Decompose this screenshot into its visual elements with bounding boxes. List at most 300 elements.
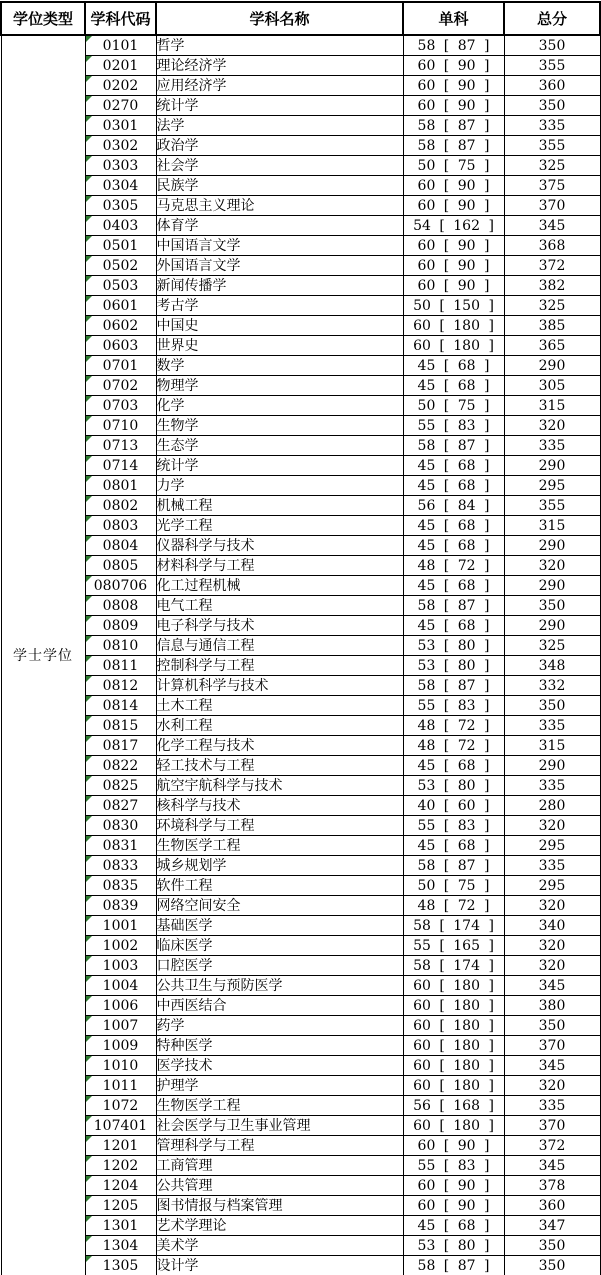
subject-code-cell[interactable] xyxy=(85,496,156,516)
table-row xyxy=(1,1236,600,1256)
single-score-cell[interactable]: 58 [ 87 ] xyxy=(403,116,504,136)
single-score-cell[interactable]: 60 [ 90 ] xyxy=(403,236,504,256)
total-score-cell[interactable]: 345 xyxy=(504,216,600,236)
subject-name-cell[interactable]: 马克思主义理论 xyxy=(156,196,403,216)
subject-name-cell[interactable]: 护理学 xyxy=(156,1076,403,1096)
subject-code-text: 0702 xyxy=(102,377,139,394)
header-total-score[interactable]: 总分 xyxy=(504,2,600,35)
total-score-cell[interactable]: 368 xyxy=(504,236,600,256)
single-score-cell[interactable]: 53 [ 80 ] xyxy=(403,1236,504,1256)
single-score-cell[interactable]: 60 [ 180 ] xyxy=(403,316,504,336)
error-indicator-icon xyxy=(86,456,92,462)
subject-name-cell[interactable]: 力学 xyxy=(156,476,403,496)
single-score-cell[interactable]: 50 [ 75 ] xyxy=(403,876,504,896)
total-score-cell[interactable]: 385 xyxy=(504,316,600,336)
single-score-cell[interactable]: 48 [ 72 ] xyxy=(403,556,504,576)
subject-code-cell[interactable] xyxy=(85,656,156,676)
subject-code-cell[interactable] xyxy=(85,476,156,496)
subject-code-cell[interactable] xyxy=(85,696,156,716)
subject-name-cell[interactable]: 化学 xyxy=(156,396,403,416)
subject-code-cell[interactable] xyxy=(85,856,156,876)
total-score-cell[interactable]: 350 xyxy=(504,1016,600,1036)
subject-code-cell[interactable] xyxy=(85,416,156,436)
total-score-cell[interactable]: 335 xyxy=(504,436,600,456)
single-score-cell[interactable]: 45 [ 68 ] xyxy=(403,356,504,376)
table-row xyxy=(1,96,600,116)
subject-code-cell[interactable] xyxy=(85,556,156,576)
table-row xyxy=(1,1196,600,1216)
single-score-cell[interactable]: 45 [ 68 ] xyxy=(403,516,504,536)
single-score-cell[interactable]: 60 [ 180 ] xyxy=(403,976,504,996)
single-score-cell[interactable]: 58 [ 87 ] xyxy=(403,676,504,696)
subject-code-cell[interactable] xyxy=(85,436,156,456)
subject-name-cell[interactable]: 政治学 xyxy=(156,136,403,156)
subject-code-text: 1001 xyxy=(102,917,139,934)
subject-code-cell[interactable] xyxy=(85,336,156,356)
total-score-cell[interactable]: 350 xyxy=(504,1256,600,1275)
subject-name-cell[interactable]: 新闻传播学 xyxy=(156,276,403,296)
subject-name-cell[interactable]: 化工过程机械 xyxy=(156,576,403,596)
subject-name-cell[interactable]: 体育学 xyxy=(156,216,403,236)
single-score-cell[interactable]: 58 [ 174 ] xyxy=(403,956,504,976)
subject-name-cell[interactable]: 化学工程与技术 xyxy=(156,736,403,756)
subject-code-text: 0814 xyxy=(102,697,139,714)
total-score-cell[interactable]: 370 xyxy=(504,1036,600,1056)
subject-name-cell[interactable]: 核科学与技术 xyxy=(156,796,403,816)
table-row xyxy=(1,136,600,156)
subject-name-cell[interactable]: 医学技术 xyxy=(156,1056,403,1076)
subject-code-cell[interactable] xyxy=(85,816,156,836)
total-score-cell[interactable]: 335 xyxy=(504,856,600,876)
single-score-cell[interactable]: 48 [ 72 ] xyxy=(403,736,504,756)
subject-name-cell[interactable]: 设计学 xyxy=(156,1256,403,1275)
total-score-cell[interactable]: 320 xyxy=(504,416,600,436)
subject-code-cell[interactable] xyxy=(85,35,156,56)
subject-code-cell[interactable] xyxy=(85,576,156,596)
subject-code-text: 0703 xyxy=(102,397,139,414)
single-score-cell[interactable]: 60 [ 180 ] xyxy=(403,336,504,356)
total-score-cell[interactable]: 360 xyxy=(504,76,600,96)
total-score-cell[interactable]: 378 xyxy=(504,1176,600,1196)
subject-code-cell[interactable] xyxy=(85,1116,156,1136)
single-score-cell[interactable]: 45 [ 68 ] xyxy=(403,836,504,856)
total-score-cell[interactable]: 350 xyxy=(504,35,600,56)
single-score-cell[interactable]: 60 [ 90 ] xyxy=(403,196,504,216)
subject-code-cell[interactable] xyxy=(85,1036,156,1056)
single-score-cell[interactable]: 56 [ 168 ] xyxy=(403,1096,504,1116)
total-score-cell[interactable]: 290 xyxy=(504,576,600,596)
table-row xyxy=(1,396,600,416)
single-score-cell[interactable]: 45 [ 68 ] xyxy=(403,456,504,476)
header-degree-type[interactable]: 学位类型 xyxy=(1,2,85,35)
subject-name-cell[interactable]: 中国语言文学 xyxy=(156,236,403,256)
subject-code-cell[interactable] xyxy=(85,116,156,136)
subject-code-cell[interactable] xyxy=(85,756,156,776)
subject-code-cell[interactable] xyxy=(85,1076,156,1096)
total-score-cell[interactable]: 290 xyxy=(504,756,600,776)
error-indicator-icon xyxy=(86,276,92,282)
total-score-cell[interactable]: 350 xyxy=(504,696,600,716)
subject-code-cell[interactable] xyxy=(85,616,156,636)
total-score-cell[interactable]: 332 xyxy=(504,676,600,696)
single-score-cell[interactable]: 58 [ 87 ] xyxy=(403,1256,504,1275)
subject-name-cell[interactable]: 电子科学与技术 xyxy=(156,616,403,636)
total-score-cell[interactable]: 382 xyxy=(504,276,600,296)
single-score-cell[interactable]: 55 [ 83 ] xyxy=(403,416,504,436)
table-row xyxy=(1,356,600,376)
single-score-cell[interactable]: 60 [ 90 ] xyxy=(403,176,504,196)
subject-name-cell[interactable]: 特种医学 xyxy=(156,1036,403,1056)
single-score-cell[interactable]: 60 [ 180 ] xyxy=(403,1036,504,1056)
total-score-cell[interactable]: 365 xyxy=(504,336,600,356)
subject-code-text: 107401 xyxy=(93,1117,148,1134)
total-score-cell[interactable]: 320 xyxy=(504,556,600,576)
single-score-cell[interactable]: 40 [ 60 ] xyxy=(403,796,504,816)
header-subject-name[interactable]: 学科名称 xyxy=(156,2,403,35)
subject-name-cell[interactable]: 航空宇航科学与技术 xyxy=(156,776,403,796)
total-score-cell[interactable]: 370 xyxy=(504,1116,600,1136)
subject-name-cell[interactable]: 水利工程 xyxy=(156,716,403,736)
single-score-cell[interactable]: 60 [ 180 ] xyxy=(403,1076,504,1096)
subject-code-cell[interactable] xyxy=(85,1136,156,1156)
single-score-cell[interactable]: 48 [ 72 ] xyxy=(403,716,504,736)
table-row xyxy=(1,776,600,796)
total-score-cell[interactable]: 335 xyxy=(504,776,600,796)
table-row xyxy=(1,1176,600,1196)
subject-code-text: 0601 xyxy=(102,297,139,314)
subject-name-cell[interactable]: 轻工技术与工程 xyxy=(156,756,403,776)
single-score-cell[interactable]: 60 [ 90 ] xyxy=(403,76,504,96)
subject-code-cell[interactable] xyxy=(85,76,156,96)
single-score-cell[interactable]: 58 [ 87 ] xyxy=(403,436,504,456)
subject-code-cell[interactable] xyxy=(85,1176,156,1196)
subject-code-cell[interactable] xyxy=(85,1196,156,1216)
subject-code-cell[interactable] xyxy=(85,996,156,1016)
subject-code-cell[interactable] xyxy=(85,456,156,476)
table-row xyxy=(1,376,600,396)
single-score-cell[interactable]: 48 [ 72 ] xyxy=(403,896,504,916)
total-score-cell[interactable]: 372 xyxy=(504,1136,600,1156)
error-indicator-icon xyxy=(86,156,92,162)
subject-name-cell[interactable]: 生物医学工程 xyxy=(156,1096,403,1116)
subject-code-cell[interactable] xyxy=(85,936,156,956)
total-score-cell[interactable]: 295 xyxy=(504,876,600,896)
single-score-cell[interactable]: 53 [ 80 ] xyxy=(403,636,504,656)
subject-code-cell[interactable] xyxy=(85,356,156,376)
total-score-cell[interactable]: 355 xyxy=(504,136,600,156)
single-score-cell[interactable]: 53 [ 80 ] xyxy=(403,656,504,676)
single-score-cell[interactable]: 56 [ 84 ] xyxy=(403,496,504,516)
total-score-cell[interactable]: 380 xyxy=(504,996,600,1016)
subject-name-cell[interactable]: 网络空间安全 xyxy=(156,896,403,916)
single-score-cell[interactable]: 55 [ 83 ] xyxy=(403,1156,504,1176)
total-score-cell[interactable]: 335 xyxy=(504,716,600,736)
total-score-cell[interactable]: 325 xyxy=(504,296,600,316)
total-score-cell[interactable]: 325 xyxy=(504,636,600,656)
subject-code-cell[interactable] xyxy=(85,176,156,196)
subject-code-cell[interactable] xyxy=(85,1156,156,1176)
subject-code-cell[interactable] xyxy=(85,196,156,216)
subject-name-cell[interactable]: 哲学 xyxy=(156,35,403,56)
subject-code-cell[interactable] xyxy=(85,296,156,316)
subject-code-text: 1201 xyxy=(102,1137,139,1154)
total-score-cell[interactable]: 372 xyxy=(504,256,600,276)
subject-name-cell[interactable]: 控制科学与工程 xyxy=(156,656,403,676)
single-score-cell[interactable]: 60 [ 90 ] xyxy=(403,1176,504,1196)
single-score-cell[interactable]: 60 [ 90 ] xyxy=(403,1136,504,1156)
total-score-cell[interactable]: 340 xyxy=(504,916,600,936)
total-score-cell[interactable]: 348 xyxy=(504,656,600,676)
error-indicator-icon xyxy=(86,756,92,762)
total-score-cell[interactable]: 290 xyxy=(504,616,600,636)
single-score-cell[interactable]: 55 [ 165 ] xyxy=(403,936,504,956)
subject-name-cell[interactable]: 光学工程 xyxy=(156,516,403,536)
single-score-cell[interactable]: 50 [ 150 ] xyxy=(403,296,504,316)
subject-name-cell[interactable]: 公共卫生与预防医学 xyxy=(156,976,403,996)
table-row xyxy=(1,296,600,316)
subject-name-cell[interactable]: 物理学 xyxy=(156,376,403,396)
total-score-cell[interactable]: 290 xyxy=(504,356,600,376)
single-score-cell[interactable]: 45 [ 68 ] xyxy=(403,536,504,556)
subject-name-cell[interactable]: 中西医结合 xyxy=(156,996,403,1016)
total-score-cell[interactable]: 305 xyxy=(504,376,600,396)
total-score-cell[interactable]: 320 xyxy=(504,1076,600,1096)
single-score-cell[interactable]: 50 [ 75 ] xyxy=(403,156,504,176)
subject-code-text: 0701 xyxy=(102,357,139,374)
error-indicator-icon xyxy=(86,596,92,602)
total-score-cell[interactable]: 295 xyxy=(504,836,600,856)
subject-code-cell[interactable] xyxy=(85,1256,156,1275)
total-score-cell[interactable]: 295 xyxy=(504,476,600,496)
subject-code-cell[interactable] xyxy=(85,516,156,536)
subject-code-cell[interactable] xyxy=(85,1056,156,1076)
single-score-cell[interactable]: 58 [ 87 ] xyxy=(403,35,504,56)
single-score-cell[interactable]: 60 [ 90 ] xyxy=(403,276,504,296)
subject-code-cell[interactable] xyxy=(85,876,156,896)
total-score-cell[interactable]: 280 xyxy=(504,796,600,816)
single-score-cell[interactable]: 60 [ 180 ] xyxy=(403,996,504,1016)
total-score-cell[interactable]: 345 xyxy=(504,1156,600,1176)
subject-code-text: 0809 xyxy=(102,617,139,634)
error-indicator-icon xyxy=(86,1156,92,1162)
subject-name-cell[interactable]: 公共管理 xyxy=(156,1176,403,1196)
total-score-cell[interactable]: 290 xyxy=(504,536,600,556)
total-score-cell[interactable]: 335 xyxy=(504,1096,600,1116)
subject-code-cell[interactable] xyxy=(85,836,156,856)
subject-code-text: 0301 xyxy=(102,117,139,134)
subject-code-cell[interactable] xyxy=(85,716,156,736)
header-subject-code[interactable]: 学科代码 xyxy=(85,2,156,35)
error-indicator-icon xyxy=(86,956,92,962)
total-score-cell[interactable]: 320 xyxy=(504,956,600,976)
subject-code-cell[interactable] xyxy=(85,1016,156,1036)
table-row xyxy=(1,216,600,236)
single-score-cell[interactable]: 60 [ 90 ] xyxy=(403,96,504,116)
subject-name-cell[interactable]: 管理科学与工程 xyxy=(156,1136,403,1156)
total-score-cell[interactable]: 370 xyxy=(504,196,600,216)
subject-name-cell[interactable]: 材料科学与工程 xyxy=(156,556,403,576)
table-row xyxy=(1,1056,600,1076)
subject-code-cell[interactable] xyxy=(85,896,156,916)
subject-name-cell[interactable]: 药学 xyxy=(156,1016,403,1036)
total-score-cell[interactable]: 315 xyxy=(504,516,600,536)
subject-name-cell[interactable]: 生物学 xyxy=(156,416,403,436)
subject-code-cell[interactable] xyxy=(85,536,156,556)
single-score-cell[interactable]: 45 [ 68 ] xyxy=(403,616,504,636)
total-score-cell[interactable]: 345 xyxy=(504,976,600,996)
subject-code-cell[interactable] xyxy=(85,916,156,936)
total-score-cell[interactable]: 345 xyxy=(504,1056,600,1076)
total-score-cell[interactable]: 350 xyxy=(504,596,600,616)
subject-code-text: 0805 xyxy=(102,557,139,574)
subject-name-cell[interactable]: 中国史 xyxy=(156,316,403,336)
subject-name-cell[interactable]: 生物医学工程 xyxy=(156,836,403,856)
total-score-cell[interactable]: 347 xyxy=(504,1216,600,1236)
subject-code-cell[interactable] xyxy=(85,596,156,616)
table-row xyxy=(1,916,600,936)
table-row xyxy=(1,276,600,296)
subject-name-cell[interactable]: 工商管理 xyxy=(156,1156,403,1176)
subject-name-cell[interactable]: 电气工程 xyxy=(156,596,403,616)
subject-name-cell[interactable]: 社会医学与卫生事业管理 xyxy=(156,1116,403,1136)
table-row xyxy=(1,696,600,716)
total-score-cell[interactable]: 315 xyxy=(504,396,600,416)
subject-code-text: 1006 xyxy=(102,997,139,1014)
subject-name-cell[interactable]: 土木工程 xyxy=(156,696,403,716)
subject-name-cell[interactable]: 图书情报与档案管理 xyxy=(156,1196,403,1216)
total-score-cell[interactable]: 290 xyxy=(504,456,600,476)
single-score-cell[interactable]: 60 [ 90 ] xyxy=(403,56,504,76)
subject-name-cell[interactable]: 基础医学 xyxy=(156,916,403,936)
subject-name-cell[interactable]: 外国语言文学 xyxy=(156,256,403,276)
subject-name-cell[interactable]: 仪器科学与技术 xyxy=(156,536,403,556)
subject-name-cell[interactable]: 艺术学理论 xyxy=(156,1216,403,1236)
single-score-cell[interactable]: 60 [ 180 ] xyxy=(403,1056,504,1076)
subject-name-cell[interactable]: 城乡规划学 xyxy=(156,856,403,876)
subject-code-text: 0502 xyxy=(102,257,139,274)
subject-code-cell[interactable] xyxy=(85,1096,156,1116)
single-score-cell[interactable]: 45 [ 68 ] xyxy=(403,376,504,396)
total-score-cell[interactable]: 335 xyxy=(504,116,600,136)
subject-name-cell[interactable]: 机械工程 xyxy=(156,496,403,516)
total-score-cell[interactable]: 320 xyxy=(504,816,600,836)
subject-code-cell[interactable] xyxy=(85,676,156,696)
single-score-cell[interactable]: 45 [ 68 ] xyxy=(403,756,504,776)
subject-code-cell[interactable] xyxy=(85,236,156,256)
subject-name-cell[interactable]: 社会学 xyxy=(156,156,403,176)
subject-code-cell[interactable] xyxy=(85,1236,156,1256)
error-indicator-icon xyxy=(86,196,92,202)
subject-code-cell[interactable] xyxy=(85,636,156,656)
subject-name-cell[interactable]: 环境科学与工程 xyxy=(156,816,403,836)
total-score-cell[interactable]: 355 xyxy=(504,56,600,76)
total-score-cell[interactable]: 325 xyxy=(504,156,600,176)
subject-name-cell[interactable]: 考古学 xyxy=(156,296,403,316)
subject-code-cell[interactable] xyxy=(85,376,156,396)
total-score-cell[interactable]: 315 xyxy=(504,736,600,756)
total-score-cell[interactable]: 320 xyxy=(504,896,600,916)
subject-name-cell[interactable]: 计算机科学与技术 xyxy=(156,676,403,696)
total-score-cell[interactable]: 375 xyxy=(504,176,600,196)
header-single-score[interactable]: 单科 xyxy=(403,2,504,35)
subject-code-cell[interactable] xyxy=(85,796,156,816)
error-indicator-icon xyxy=(86,1216,92,1222)
degree-type-cell[interactable]: 学士学位 xyxy=(1,35,85,1275)
subject-name-cell[interactable]: 软件工程 xyxy=(156,876,403,896)
subject-name-cell[interactable]: 美术学 xyxy=(156,1236,403,1256)
subject-name-cell[interactable]: 数学 xyxy=(156,356,403,376)
single-score-cell[interactable]: 58 [ 87 ] xyxy=(403,856,504,876)
single-score-cell[interactable]: 45 [ 68 ] xyxy=(403,476,504,496)
subject-code-cell[interactable] xyxy=(85,776,156,796)
single-score-cell[interactable]: 55 [ 83 ] xyxy=(403,696,504,716)
total-score-cell[interactable]: 320 xyxy=(504,936,600,956)
single-score-cell[interactable]: 54 [ 162 ] xyxy=(403,216,504,236)
error-indicator-icon xyxy=(86,776,92,782)
subject-code-text: 1204 xyxy=(102,1177,139,1194)
subject-code-cell[interactable] xyxy=(85,276,156,296)
subject-name-cell[interactable]: 应用经济学 xyxy=(156,76,403,96)
subject-code-cell[interactable] xyxy=(85,1216,156,1236)
single-score-cell[interactable]: 45 [ 68 ] xyxy=(403,1216,504,1236)
total-score-cell[interactable]: 350 xyxy=(504,1236,600,1256)
total-score-cell[interactable]: 355 xyxy=(504,496,600,516)
subject-name-cell[interactable]: 生态学 xyxy=(156,436,403,456)
subject-code-cell[interactable] xyxy=(85,736,156,756)
subject-name-cell[interactable]: 世界史 xyxy=(156,336,403,356)
subject-code-cell[interactable] xyxy=(85,96,156,116)
subject-name-cell[interactable]: 信息与通信工程 xyxy=(156,636,403,656)
subject-code-cell[interactable] xyxy=(85,136,156,156)
single-score-cell[interactable]: 45 [ 68 ] xyxy=(403,576,504,596)
table-row xyxy=(1,316,600,336)
subject-code-cell[interactable] xyxy=(85,316,156,336)
subject-name-cell[interactable]: 口腔医学 xyxy=(156,956,403,976)
subject-code-cell[interactable] xyxy=(85,216,156,236)
subject-code-cell[interactable] xyxy=(85,56,156,76)
single-score-cell[interactable]: 50 [ 75 ] xyxy=(403,396,504,416)
total-score-cell[interactable]: 360 xyxy=(504,1196,600,1216)
subject-code-cell[interactable] xyxy=(85,396,156,416)
error-indicator-icon xyxy=(86,116,92,122)
subject-name-cell[interactable]: 理论经济学 xyxy=(156,56,403,76)
subject-code-cell[interactable] xyxy=(85,256,156,276)
single-score-cell[interactable]: 60 [ 90 ] xyxy=(403,1196,504,1216)
single-score-cell[interactable]: 58 [ 87 ] xyxy=(403,136,504,156)
single-score-cell[interactable]: 58 [ 174 ] xyxy=(403,916,504,936)
subject-name-cell[interactable]: 民族学 xyxy=(156,176,403,196)
total-score-cell[interactable]: 350 xyxy=(504,96,600,116)
single-score-cell[interactable]: 55 [ 83 ] xyxy=(403,816,504,836)
single-score-cell[interactable]: 53 [ 80 ] xyxy=(403,776,504,796)
subject-name-cell[interactable]: 法学 xyxy=(156,116,403,136)
subject-code-cell[interactable] xyxy=(85,956,156,976)
subject-code-cell[interactable] xyxy=(85,976,156,996)
table-row xyxy=(1,516,600,536)
single-score-cell[interactable]: 60 [ 90 ] xyxy=(403,256,504,276)
single-score-cell[interactable]: 60 [ 180 ] xyxy=(403,1116,504,1136)
error-indicator-icon xyxy=(86,1196,92,1202)
single-score-cell[interactable]: 58 [ 87 ] xyxy=(403,596,504,616)
subject-name-cell[interactable]: 统计学 xyxy=(156,96,403,116)
subject-name-cell[interactable]: 统计学 xyxy=(156,456,403,476)
subject-code-cell[interactable] xyxy=(85,156,156,176)
error-indicator-icon xyxy=(86,96,92,102)
table-row xyxy=(1,1156,600,1176)
subject-name-cell[interactable]: 临床医学 xyxy=(156,936,403,956)
subject-code-text: 1072 xyxy=(102,1097,139,1114)
single-score-cell[interactable]: 60 [ 180 ] xyxy=(403,1016,504,1036)
